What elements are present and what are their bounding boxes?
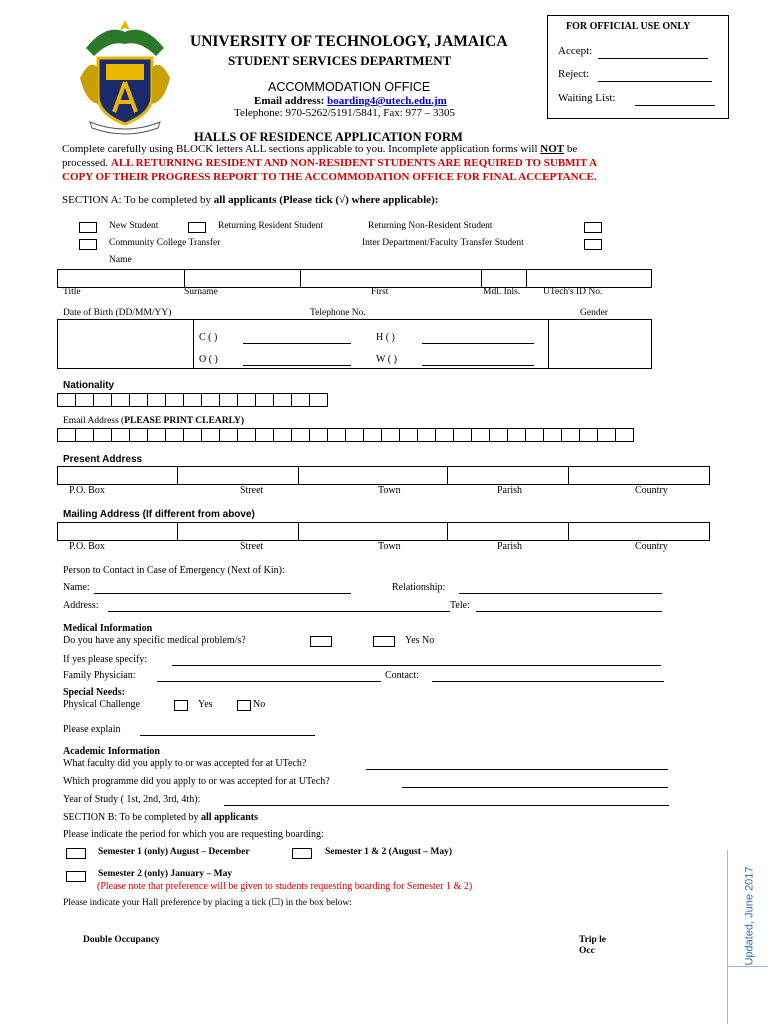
emergency-tele-line[interactable]: [476, 611, 662, 612]
mailing-col-town: Town: [378, 541, 401, 552]
medical-title: Medical Information: [63, 623, 153, 634]
medical-yes-no-label: Yes No: [405, 635, 435, 646]
physical-challenge-label: Physical Challenge: [63, 699, 140, 710]
name-label: Name: [109, 255, 132, 265]
medical-question: Do you have any specific medical problem/s?: [63, 635, 246, 646]
first-name-field[interactable]: [300, 269, 482, 288]
mailing-country[interactable]: [568, 522, 710, 541]
telephone-label: Telephone No.: [310, 308, 366, 318]
emergency-relationship-label: Relationship:: [392, 582, 446, 593]
surname-field[interactable]: [184, 269, 301, 288]
mailing-address-label: Mailing Address (If different from above): [63, 509, 255, 520]
reject-line[interactable]: [598, 81, 712, 82]
faculty-question: What faculty did you apply to or was accepted for at UTech?: [63, 758, 307, 769]
middle-initials-field[interactable]: [481, 269, 527, 288]
preference-note: (Please note that preference will be given to students requesting boarding for Semester 1 & 2): [97, 881, 473, 892]
semester-1-2-checkbox[interactable]: [292, 848, 312, 859]
semester-1-checkbox[interactable]: [66, 848, 86, 859]
returning-non-resident-label: Returning Non-Resident Student: [368, 221, 493, 231]
university-name: UNIVERSITY OF TECHNOLOGY, JAMAICA: [190, 33, 508, 50]
present-parish[interactable]: [447, 466, 569, 485]
mailing-town[interactable]: [298, 522, 448, 541]
double-occupancy-label: Double Occupancy: [83, 935, 160, 945]
utech-id-field[interactable]: [526, 269, 652, 288]
semester-1-label: Semester 1 (only) August – December: [98, 847, 250, 857]
mailing-col-country: Country: [635, 541, 668, 552]
emergency-title: Person to Contact in Case of Emergency (Next of Kin):: [63, 565, 285, 576]
academic-title: Academic Information: [63, 746, 160, 757]
emergency-address-label: Address:: [63, 600, 99, 611]
community-college-checkbox[interactable]: [79, 239, 97, 250]
medical-no-checkbox[interactable]: [373, 636, 395, 647]
name-fields: [57, 269, 651, 288]
present-street[interactable]: [177, 466, 299, 485]
programme-line[interactable]: [402, 787, 668, 788]
period-question: Please indicate the period for which you are requesting boarding:: [63, 829, 324, 840]
new-student-checkbox[interactable]: [79, 222, 97, 233]
physical-no-checkbox[interactable]: [237, 700, 251, 711]
phone-c-line[interactable]: [243, 343, 351, 344]
inter-department-label: Inter Department/Faculty Transfer Student: [362, 238, 524, 248]
section-b-heading: SECTION B: To be completed by all applicants: [63, 812, 258, 823]
mailing-col-po: P.O. Box: [69, 541, 105, 552]
present-address-fields: [57, 466, 709, 485]
special-needs-title: Special Needs:: [63, 687, 125, 698]
email-label: Email address:: [254, 95, 325, 107]
title-field[interactable]: [57, 269, 185, 288]
semester-2-checkbox[interactable]: [66, 871, 86, 882]
triple-occupancy-label: Trip le Occ: [579, 935, 607, 956]
gender-label: Gender: [580, 308, 608, 318]
phone-h-line[interactable]: [422, 343, 534, 344]
physical-no-label: No: [253, 699, 266, 710]
instructions-line-3: COPY OF THEIR PROGRESS REPORT TO THE ACCOMMODATION OFFICE FOR FINAL ACCEPTANCE.: [62, 171, 597, 183]
side-divider-bottom: [727, 966, 768, 967]
name-col-mdl: Mdl. Inls.: [483, 287, 521, 297]
mailing-po-box[interactable]: [57, 522, 178, 541]
year-line[interactable]: [224, 805, 669, 806]
semester-2-label: Semester 2 (only) January – May: [98, 869, 233, 879]
updated-side-note: Updated, June 2017: [743, 866, 756, 966]
nationality-label: Nationality: [63, 380, 115, 391]
emergency-tele-label: Tele:: [450, 600, 470, 611]
official-use-title: FOR OFFICIAL USE ONLY: [566, 21, 691, 32]
phone-c-label: C ( ): [199, 332, 218, 343]
mailing-street[interactable]: [177, 522, 299, 541]
phone-w-line[interactable]: [422, 365, 534, 366]
returning-resident-checkbox[interactable]: [188, 222, 206, 233]
mailing-address-fields: [57, 522, 709, 541]
name-col-utech-id: UTech's ID No.: [543, 287, 603, 297]
phone-o-label: O ( ): [199, 354, 218, 365]
official-use-box: [547, 15, 729, 119]
gender-field[interactable]: [548, 319, 652, 369]
phone-o-line[interactable]: [243, 365, 351, 366]
present-col-parish: Parish: [497, 485, 522, 496]
medical-specify-label: If yes please specify:: [63, 654, 148, 665]
faculty-line[interactable]: [366, 769, 668, 770]
emergency-name-line[interactable]: [94, 593, 351, 594]
nationality-cells[interactable]: [57, 393, 327, 407]
hall-preference-question: Please indicate your Hall preference by placing a tick (☐) in the box below:: [63, 898, 352, 908]
name-col-first: First: [371, 287, 389, 297]
waiting-list-line[interactable]: [635, 105, 715, 106]
accept-label: Accept:: [558, 45, 593, 57]
emergency-name-label: Name:: [63, 582, 90, 593]
telephone-line: Telephone: 970-5262/5191/5841, Fax: 977 – 3305: [234, 107, 456, 119]
reject-label: Reject:: [558, 68, 590, 80]
present-col-street: Street: [240, 485, 264, 496]
mailing-col-street: Street: [240, 541, 264, 552]
community-college-label: Community College Transfer: [109, 238, 221, 248]
present-col-town: Town: [378, 485, 401, 496]
instructions-line-1: Complete carefully using BLOCK letters ALL sections applicable to you. Incomplete application forms will NOT be: [62, 143, 578, 155]
office-name: ACCOMMODATION OFFICE: [268, 80, 431, 94]
medical-yes-checkbox[interactable]: [310, 636, 332, 647]
department-name: STUDENT SERVICES DEPARTMENT: [228, 53, 452, 68]
present-country[interactable]: [568, 466, 710, 485]
year-question: Year of Study ( 1st, 2nd, 3rd, 4th):: [63, 794, 201, 805]
email-line: [254, 95, 447, 107]
phone-h-label: H ( ): [376, 332, 395, 343]
mailing-col-parish: Parish: [497, 541, 522, 552]
medical-specify-line[interactable]: [172, 665, 661, 666]
side-divider: [727, 850, 728, 1024]
returning-resident-label: Returning Resident Student: [218, 221, 324, 231]
inter-department-checkbox[interactable]: [584, 239, 602, 250]
instructions-line-2: processed. ALL RETURNING RESIDENT AND NON-RESIDENT STUDENTS ARE REQUIRED TO SUBMIT A: [62, 157, 598, 169]
new-student-label: New Student: [109, 221, 159, 231]
present-po-box[interactable]: [57, 466, 178, 485]
physician-contact-line[interactable]: [432, 681, 664, 682]
dob-field[interactable]: [57, 319, 194, 369]
accept-line[interactable]: [598, 58, 708, 59]
physician-contact-label: Contact:: [385, 670, 419, 681]
section-a-heading: SECTION A: To be completed by all applicants (Please tick (√) where applicable):: [62, 194, 439, 206]
physical-yes-label: Yes: [198, 699, 213, 710]
programme-question: Which programme did you apply to or was accepted for at UTech?: [63, 776, 330, 787]
name-col-title: Title: [63, 287, 81, 297]
name-col-surname: Surname: [184, 287, 218, 297]
emergency-relationship-line[interactable]: [459, 593, 662, 594]
email-link[interactable]: boarding4@utech.edu.jm: [327, 95, 447, 107]
waiting-list-label: Waiting List:: [558, 92, 616, 104]
email-address-label: Email Address (PLEASE PRINT CLEARLY): [63, 416, 245, 426]
explain-line[interactable]: [140, 735, 315, 736]
dob-label: Date of Birth (DD/MM/YY): [63, 308, 172, 318]
telephone-box: [193, 319, 549, 369]
present-col-po: P.O. Box: [69, 485, 105, 496]
mailing-parish[interactable]: [447, 522, 569, 541]
present-col-country: Country: [635, 485, 668, 496]
physician-line[interactable]: [157, 681, 381, 682]
explain-label: Please explain: [63, 724, 121, 735]
emergency-address-line[interactable]: [108, 611, 450, 612]
physical-yes-checkbox[interactable]: [174, 700, 188, 711]
returning-non-resident-checkbox[interactable]: [584, 222, 602, 233]
semester-1-2-label: Semester 1 & 2 (August – May): [325, 847, 452, 857]
present-address-label: Present Address: [63, 454, 143, 465]
email-address-cells[interactable]: [57, 428, 633, 442]
phone-w-label: W ( ): [376, 354, 397, 365]
present-town[interactable]: [298, 466, 448, 485]
university-crest-logo: [76, 18, 174, 136]
physician-label: Family Physician:: [63, 670, 136, 681]
form-title: HALLS OF RESIDENCE APPLICATION FORM: [194, 130, 463, 144]
